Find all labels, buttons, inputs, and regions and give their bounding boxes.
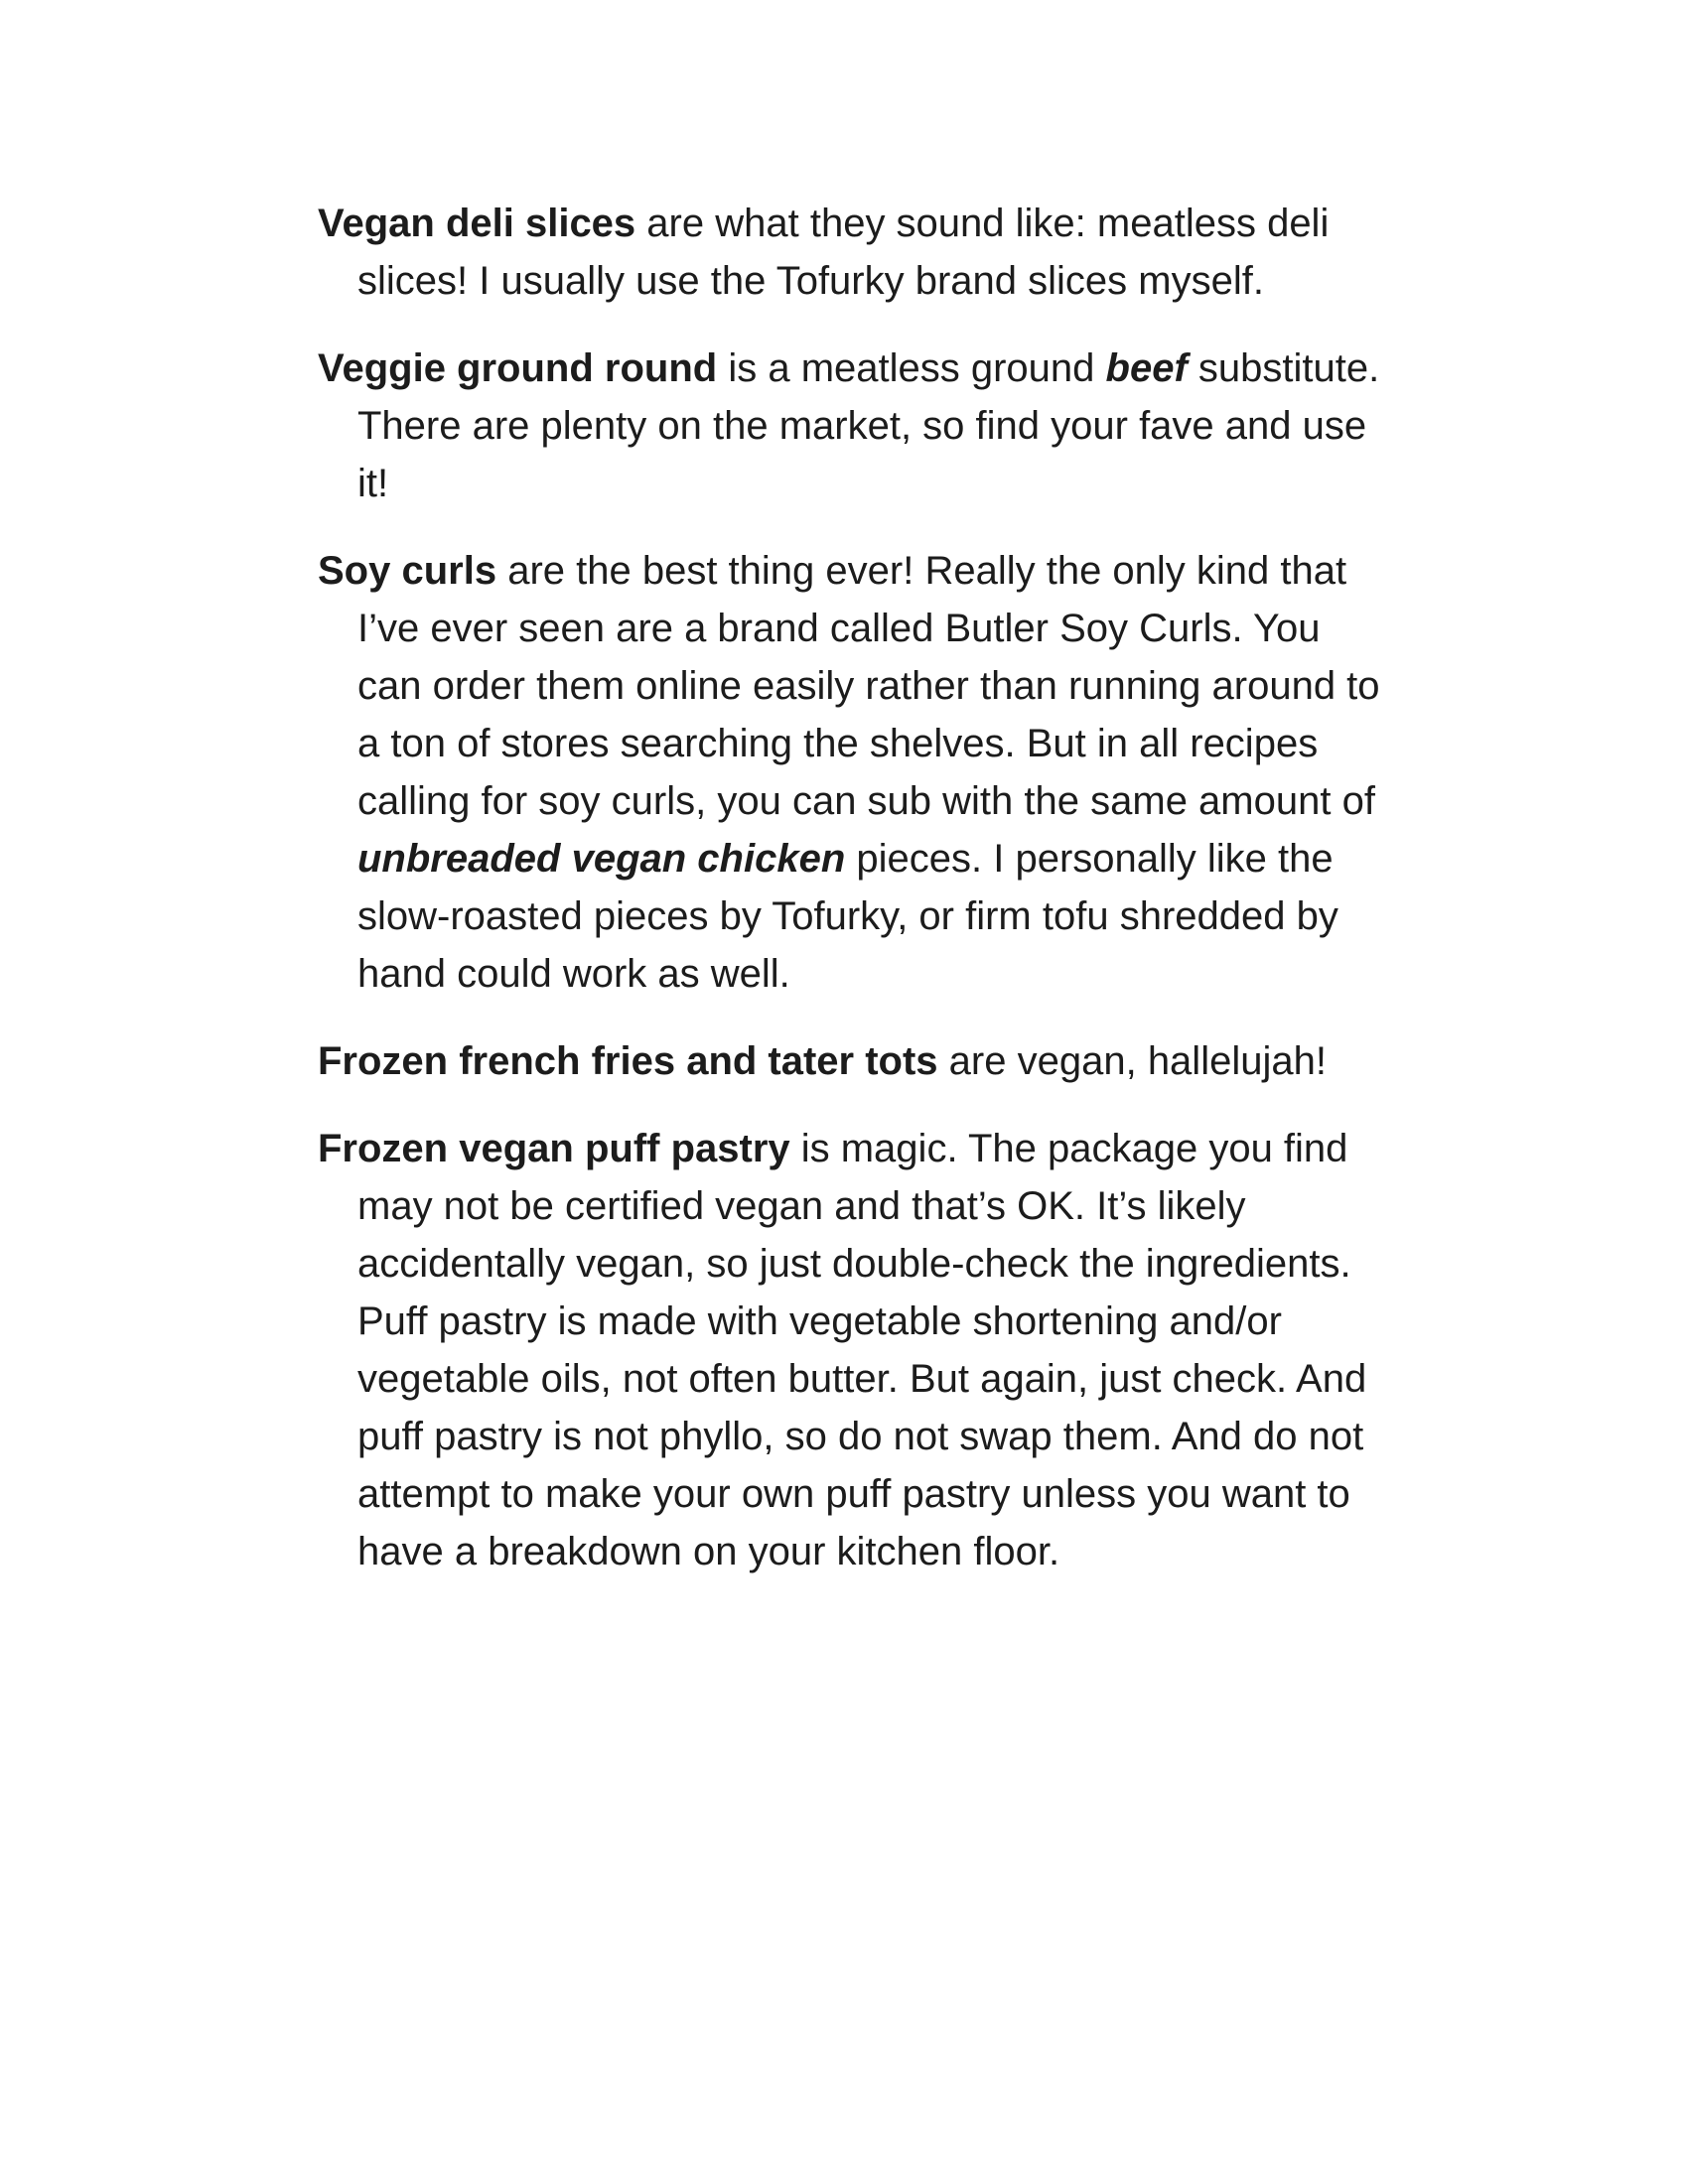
entry-frozen-fries <box>318 1032 1390 1090</box>
entry-text: is magic. The package you find may not be certified vegan and that’s OK. It’s likely accidentally vegan, so just double-check the ingredients. Puff pastry is made with vegetable shortening and/or vegetable oils, not often butter. But again, just check. And puff pastry is not phyllo, so do not swap them. And do not attempt to make your own puff pastry unless you want to have a breakdown on your kitchen floor. <box>357 1127 1367 1573</box>
entry-text: are vegan, hallelujah! <box>937 1039 1327 1083</box>
entry-text: pieces. I personally like the slow-roasted pieces by Tofurky, or firm tofu shredded by hand could work as well. <box>357 837 1338 996</box>
entry-veggie-ground-round <box>318 340 1390 512</box>
document-page <box>318 195 1390 1610</box>
entry-frozen-puff-pastry <box>318 1120 1390 1580</box>
term-veggie-ground-round: Veggie ground round <box>318 346 718 390</box>
term-frozen-fries: Frozen french fries and tater tots <box>318 1039 938 1083</box>
term-frozen-puff-pastry: Frozen vegan puff pastry <box>318 1127 790 1170</box>
emphasis-beef: beef <box>1105 346 1188 390</box>
term-soy-curls: Soy curls <box>318 549 497 593</box>
entry-text: are what they sound like: meatless deli slices! I usually use the Tofurky brand slices myself. <box>357 202 1330 303</box>
entry-text: substitute. There are plenty on the market, so find your fave and use it! <box>357 346 1380 505</box>
entry-text: are the best thing ever! Really the only kind that I’ve ever seen are a brand called Butler Soy Curls. You can order them online easily rather than running around to a ton of stores searching the shelves. But in all recipes calling for soy curls, you can sub with the same amount of <box>357 549 1380 823</box>
entry-vegan-deli-slices <box>318 195 1390 310</box>
entry-text: is a meatless ground <box>717 346 1106 390</box>
entry-soy-curls <box>318 542 1390 1003</box>
emphasis-unbreaded-vegan-chicken: unbreaded vegan chicken <box>357 837 846 881</box>
term-vegan-deli-slices: Vegan deli slices <box>318 202 636 245</box>
